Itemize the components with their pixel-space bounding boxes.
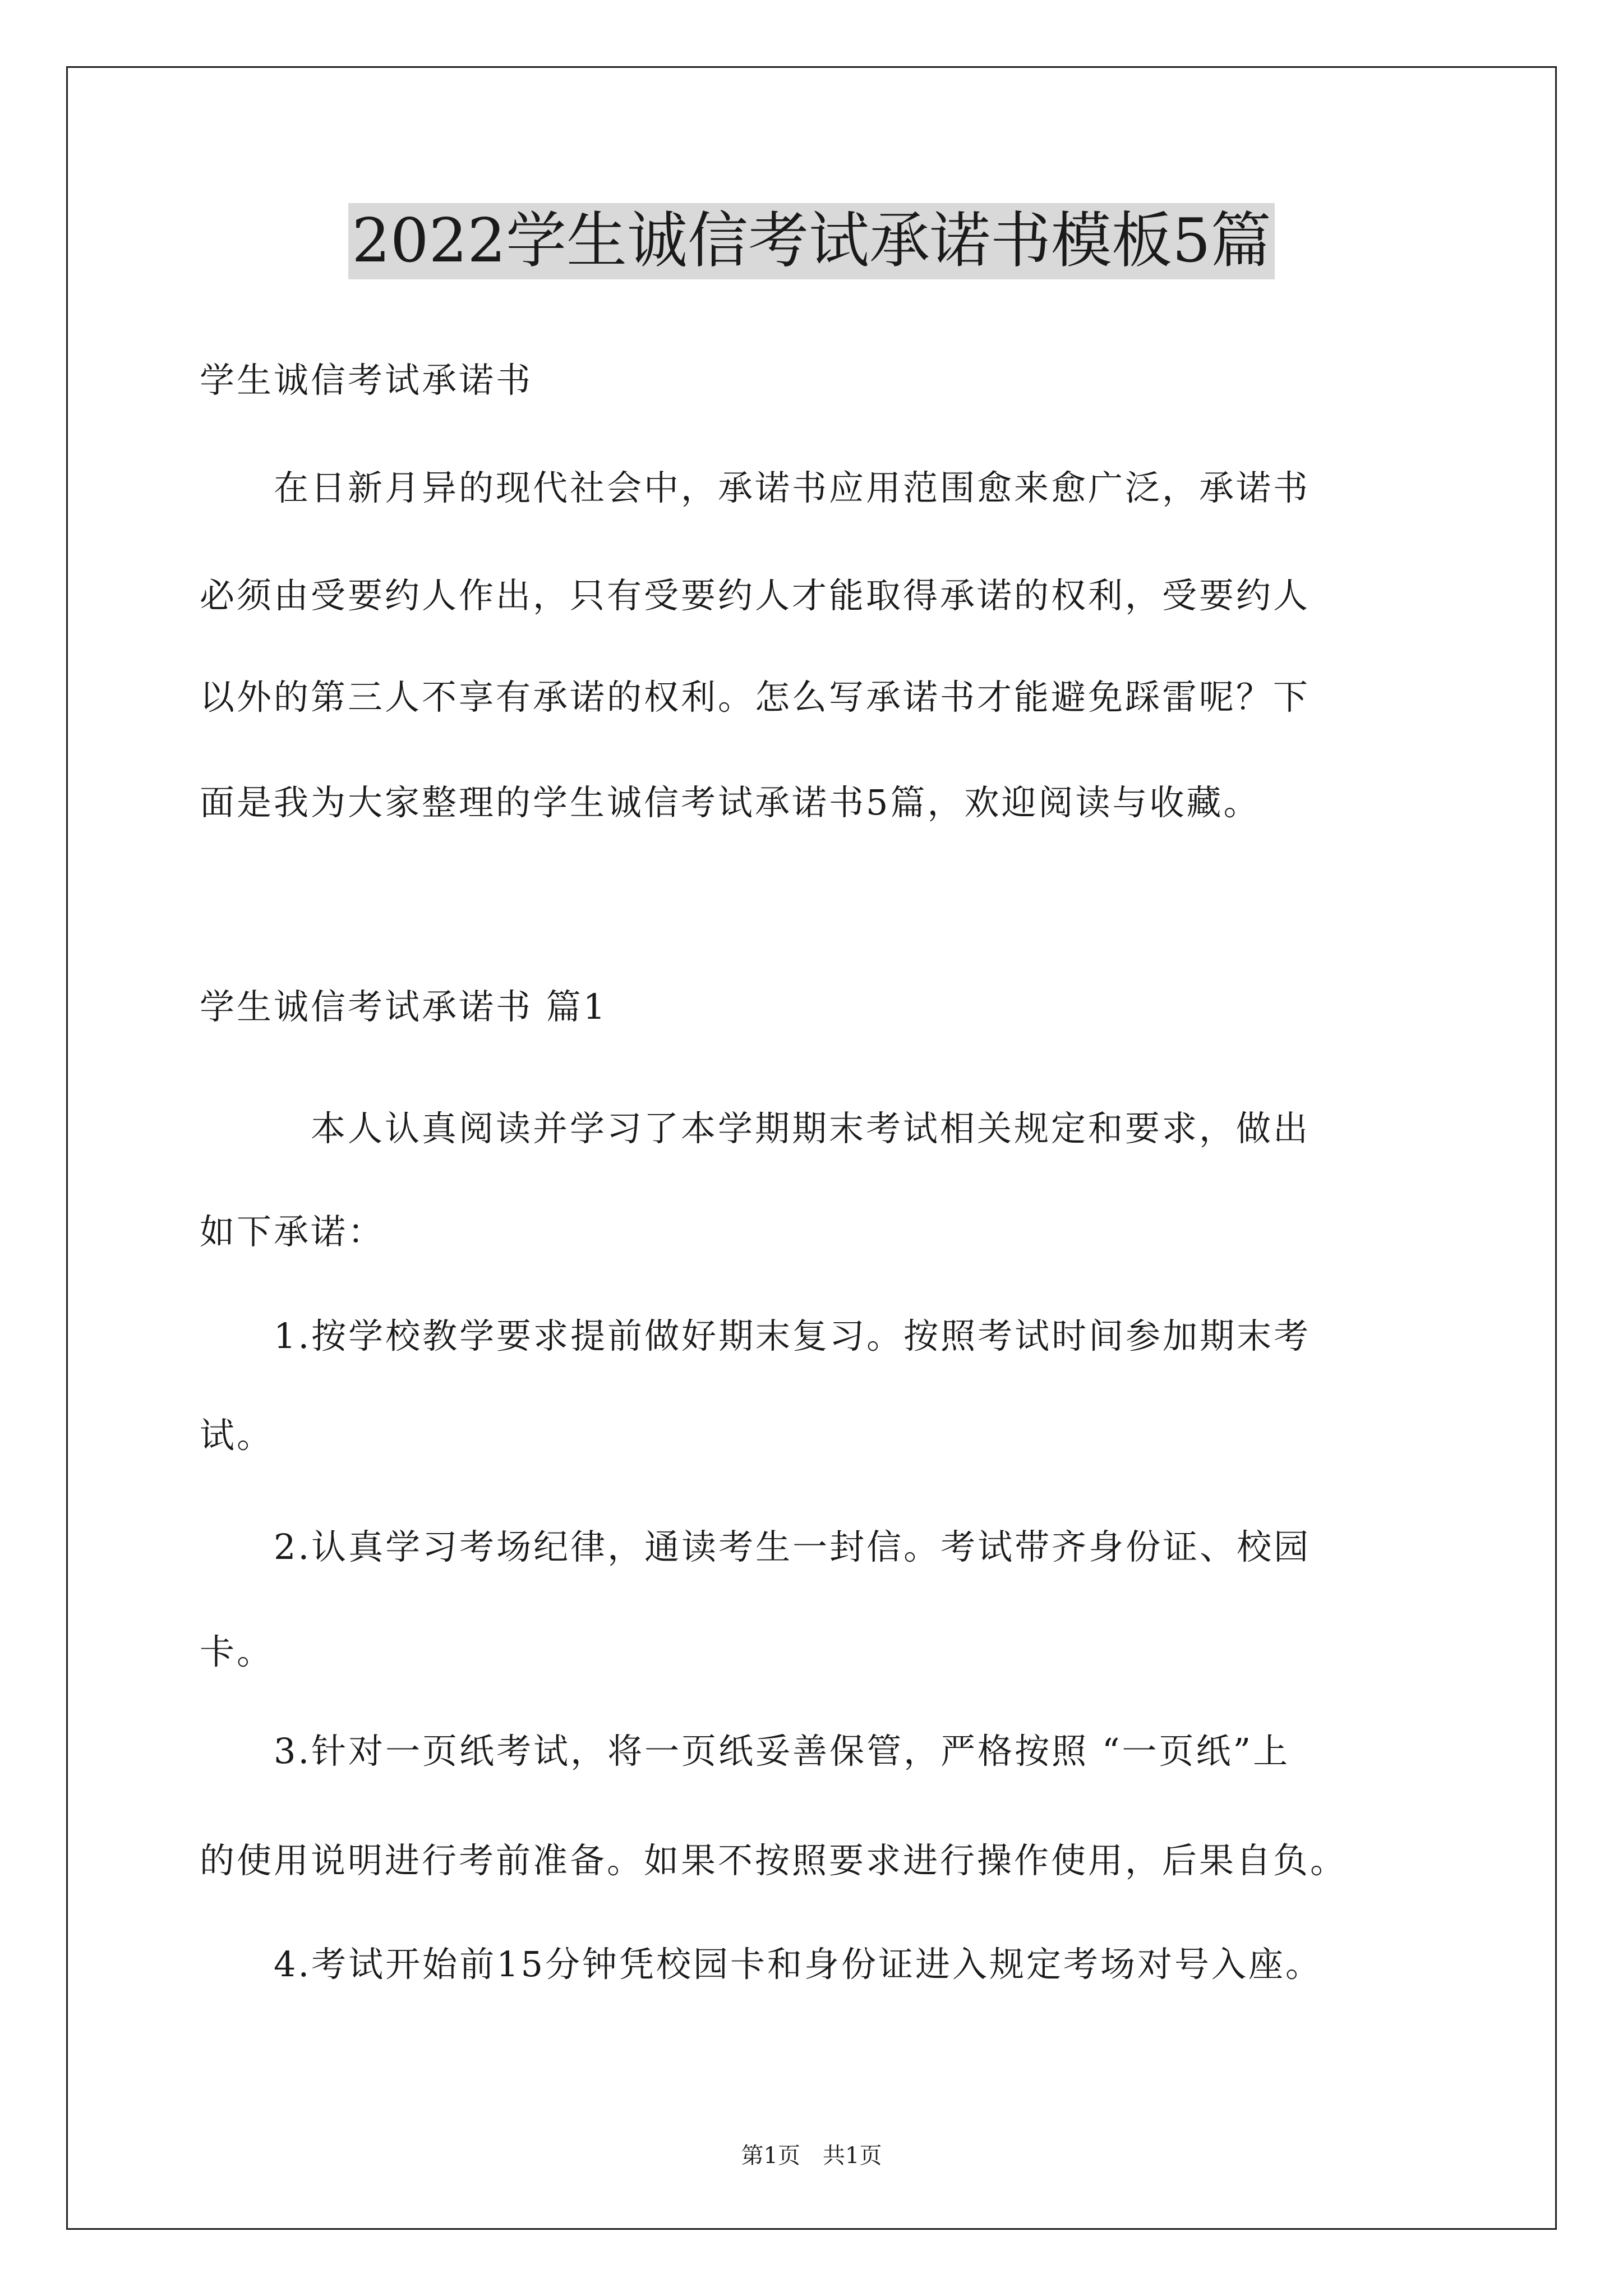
paragraph-line: 本人认真阅读并学习了本学期期末考试相关规定和要求，做出 [200,1108,1311,1149]
list-item-line: 试。 [200,1415,274,1456]
section-heading: 学生诚信考试承诺书 篇1 [200,986,608,1027]
paragraph-line: 在日新月异的现代社会中，承诺书应用范围愈来愈广泛，承诺书 [200,467,1311,508]
title-wrap [0,203,1623,279]
list-item-line: 卡。 [200,1631,274,1672]
list-item-line: 4.考试开始前15分钟凭校园卡和身份证进入规定考场对号入座。 [200,1944,1323,1985]
section-heading: 学生诚信考试承诺书 [200,360,533,401]
list-item-line: 的使用说明进行考前准备。如果不按照要求进行操作使用，后果自负。 [200,1840,1348,1881]
paragraph-line: 面是我为大家整理的学生诚信考试承诺书5篇，欢迎阅读与收藏。 [200,782,1261,823]
page-footer: 第1页 共1页 [741,2143,882,2169]
list-item-line: 2.认真学习考场纪律，通读考生一封信。考试带齐身份证、校园 [200,1526,1311,1567]
paragraph-line: 如下承诺： [200,1211,385,1252]
list-item-line: 1.按学校教学要求提前做好期末复习。按照考试时间参加期末考 [200,1315,1311,1356]
paragraph-line: 以外的第三人不享有承诺的权利。怎么写承诺书才能避免踩雷呢？下 [200,677,1311,717]
paragraph-line: 必须由受要约人作出，只有受要约人才能取得承诺的权利，受要约人 [200,575,1311,616]
document-title: 2022学生诚信考试承诺书模板5篇 [348,203,1275,279]
list-item-line: 3.针对一页纸考试，将一页纸妥善保管，严格按照 “一页纸”上 [200,1731,1290,1772]
